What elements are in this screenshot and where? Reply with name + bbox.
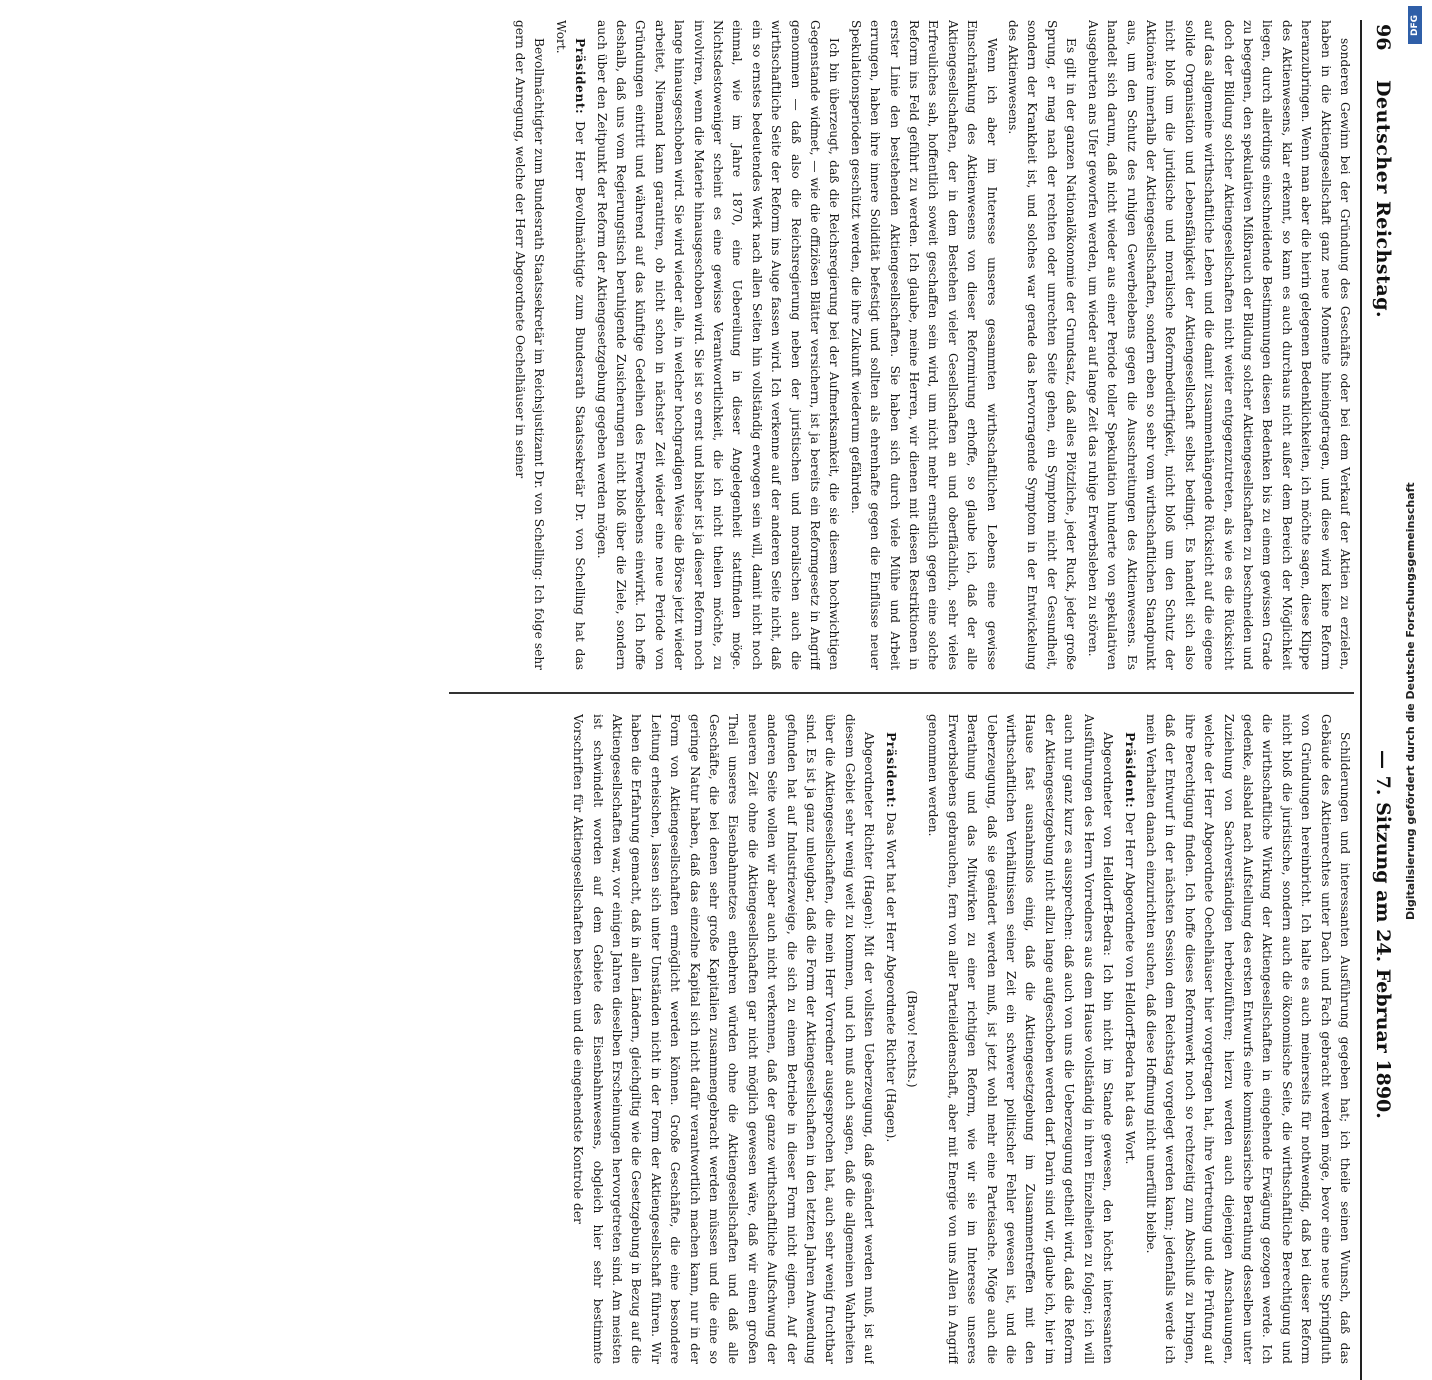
paragraph-text: Der Herr Bevollmächtigte zum Bundesrath Staatssekretär Dr. von Schelling hat das Wort. bbox=[553, 20, 588, 670]
speaker-label: Präsident: bbox=[1122, 732, 1137, 809]
page-header bbox=[1366, 20, 1400, 1380]
paragraph-text: Der Herr Abgeordnete von Helldorff-Bedra hat das Wort. bbox=[1122, 812, 1137, 1165]
right-column bbox=[449, 714, 1354, 1364]
newspaper-page bbox=[40, 20, 1400, 1364]
paragraph-text: Es gilt in der ganzen Nationalökonomie der Grundsatz, daß alles Plötzliche, jeder Ruck, jeder große Sprung, er mag nach der rechten oder unrechten Seite gehen, ein Symptom nicht der Gesundheit, sondern der Krankheit ist, und solches war gerade das hervorragende Symptom in der Entwickelung des Aktienwesens. bbox=[1006, 20, 1079, 670]
text-paragraph bbox=[510, 20, 549, 670]
text-paragraph bbox=[1082, 20, 1354, 670]
paragraph-text: Ich bin überzeugt, daß die Reichsregierung bei der Aufmerksamkeit, die sie diesem hochwichtigen Gegenstande widmet, — wie die offiziösen Blätter versichern, ist ja bereits ein Reformgesetz in Angriff genommen — daß also die Reichsregierung neben der juristischen und moralischen auch die wirthschaftliche Seite der Reform ins Auge fassen wird. Ich verkenne auf der anderen Seite nicht, daß ein so ernstes bedeutendes Werk nach allen Seiten hin vollständig erwogen sein will, damit nicht noch einmal, wie im Jahre 1870, eine Uebereilung in dieser Angelegenheit stattfinden möge. Nichtsdestoweniger scheint es eine gewisse Verantwortlichkeit, die ich nicht theilen möchte, zu involviren, wenn die Materie hinausgeschoben wird. Sie ist so ernst und bisher ist ja dieser Reform noch lange hinausgeschoben wird. Sie wird wieder alle, in welcher hochgradigen Weise die Börse jetzt wieder arbeitet, Niemand kann garantiren, ob nicht schon in nächster Zeit wieder eine neue Periode von Gründungen eintritt und während auf das künftige Gedeihen des Erwerbslebens einwirkt. Ich hoffe deshalb, daß uns vom Regierungstisch beruhigende Zusicherungen nicht bloß über die Ziele, sondern auch über den Zeitpunkt der Reform der Aktiengesetzgebung gegeben werden mögen. bbox=[594, 20, 842, 670]
paragraph-text: Das Wort hat der Herr Abgeordnete Richter (Hagen). bbox=[883, 812, 898, 1143]
paragraph-text: Wenn ich aber im Interesse unseres gesammten wirthschaftlichen Lebens eine gewisse Einschränkung des Aktienwesens von dieser Reformirung erhoffe, so glaube ich, daß der alle Aktiengesellschaften, der in dem Bestehen vieler Gesellschaften an und oberflächlich, sehr vieles Erfreuliches sah, hoffentlich soweit geschaffen sein wird, um nicht mehr ernstlich gegen eine solche Reform ins Feld geführt zu werden. Ich glaube, meine Herren, wir dienen mit diesen Restriktionen in erster Linie den bestehenden Aktiengesellschaften. Sie haben sich durch viele Mühe und Arbeit errungen, haben ihre innere Solidität befestigt und sollten als ehrenhafte gegen die Einflüsse neuer Spekulationsperioden geschützt werden, die ihre Zukunft wiederum gefährden. bbox=[848, 20, 999, 670]
column-divider bbox=[449, 692, 1354, 694]
speaker-paragraph bbox=[880, 714, 899, 1364]
stage-direction: (Bravo! rechts.) bbox=[905, 990, 920, 1088]
text-paragraph bbox=[1003, 20, 1081, 670]
attribution-text: Digitalisierung gefördert durch die Deutsche Forschungsgemeinschaft bbox=[1404, 482, 1417, 920]
paragraph-text: Abgeordneter Richter (Hagen): Mit der vollsten Ueberzeugung, daß geändert werden muß, ist auf diesem Gebiet sehr wenig weit zu kommen, und ich muß auch sagen, daß die allgemeinen Wahrheiten über die Aktiengesellschaften, die mein Herr Vorredner ausgesprochen hat, auch sehr wenig fruchtbar sind. Es ist ja ganz unleugbar, daß die Form der Aktiengesellschaften in den letzten Jahren Anwendung gefunden hat auf Industriezweige, die sich zu einem Betriebe in dieser Form nicht eignen. Auf der anderen Seite wollen wir aber auch nicht verkennen, daß der ganze wirthschaftliche Aufschwung der neueren Zeit ohne die Aktiengesellschaften gar nicht möglich gewesen wäre, daß wir einen großen Theil unseres Eisenbahnnetzes entbehren würden ohne die Aktiengesellschaften und daß alle Geschäfte, die bei denen sehr große Kapitalien zusammengebracht werden müssen und die eine so geringe Natur haben, daß das einzelne Kapital sich nicht dafür verantwortlich machen kann, nur in der Form von Aktiengesellschaften ermöglicht werden können. Große Geschäfte, die eine besondere Leitung erheischen, lassen sich unter Umständen nicht in der Form der Aktiengesellschaft führen. Wir haben die Erfahrung gemacht, daß in allen Ländern, gleichgiltig wie die Gesetzgebung in Bezug auf die Aktiengesellschaften war, vor einigen Jahren dieselben Erscheinungen hervorgetreten sind. Am meisten ist schwindelt worden auf dem Gebiete des Eisenbahnwesens, obgleich hier sehr bestimmte Vorschriften für Aktiengesellschaften bestehen und die eingehendste Kontrole der bbox=[571, 714, 877, 1364]
text-paragraph bbox=[923, 714, 1117, 1364]
publication-title: Deutscher Reichstag. bbox=[1372, 80, 1394, 319]
page-number: 96 bbox=[1372, 24, 1394, 51]
speaker-paragraph bbox=[550, 20, 589, 670]
text-paragraph bbox=[568, 714, 879, 1364]
dfg-logo: DFG bbox=[1408, 6, 1422, 44]
paragraph-text: Schilderungen und interessanten Ausführung gegeben hat; ich theile seinen Wunsch, daß das Gebäude des Aktienrechtes unter Dach und Fach gebracht werden möge, bevor eine neue Springfluth von Gründungen hereinbricht. Ich halte es auch meinerseits für nothwendig, daß bei dieser Reform nicht bloß die juristische, sondern auch die ökonomische Seite, die wirthschaftliche Berechtigung und die wirthschaftliche Wirkung der Aktiengesellschaften in eingehende Erwägung gezogen werde. Ich gedenke, alsbald nach Aufstellung des ersten Entwurfs eine kommissarische Berathung desselben unter Zuziehung von Sachverständigen herbeizuführen; hierzu werden auch diejenigen Anschauungen, welche der Herr Abgeordnete Oechelhäuser hier vorgetragen hat, ihre Vertretung und die Prüfung auf ihre Berechtigung finden. Ich hoffe dieses Reformwerk noch so rechtzeitig zum Abschluß zu bringen, daß der Entwurf in der nächsten Session dem Reichstag vorgelegt werden kann; jedenfalls werde ich mein Verhalten danach einzurichten suchen, daß diese Hoffnung nicht unerfüllt bleibe. bbox=[1143, 714, 1352, 1364]
paragraph-text: Bevollmächtigter zum Bundesrath Staatssekretär im Reichsjustizamt Dr. von Schelling: Ich folge sehr gern der Anregung, welche der Herr Abgeordnete Oechelhäuser in seiner bbox=[512, 20, 547, 670]
speaker-paragraph bbox=[1119, 714, 1138, 1364]
text-paragraph bbox=[591, 20, 843, 670]
speaker-label: Präsident: bbox=[883, 732, 898, 809]
left-column bbox=[449, 20, 1354, 670]
paragraph-text: Abgeordneter von Helldorff-Bedra: Ich bin nicht im Stande gewesen, den höchst interessanten Ausführungen des Herrn Vorredners aus dem Hause vollständig in ihren Einzelheiten zu folgen; ich will auch nur ganz kurz es aussprechen: daß auch von uns die Ueberzeugung getheilt wird, daß die Reform der Aktiengesetzgebung nicht allzu lange aufgeschoben werden darf. Darin sind wir, glaube ich, hier im Hause fast ausnahmslos einig, daß die Aktiengesetzgebung im Zusammentreffen mit den wirthschaftlichen Verhältnissen seiner Zeit ein schwerer politischer Fehler gewesen ist, und die Ueberzeugung, daß sie geändert werden muß, ist jetzt wohl mehr eine Parteisache. Möge auch die Berathung und das Mitwirken zu einer richtigen Reform, wie wir sie im Interesse unseres Erwerbslebens gebrauchen, fern von aller Parteileidenschaft, aber mit Energie von uns Allen in Angriff genommen werden. bbox=[926, 714, 1116, 1364]
header-rule bbox=[1360, 20, 1362, 1380]
text-paragraph bbox=[845, 20, 1000, 670]
session-date: — 7. Sitzung am 24. Februar 1890. bbox=[1372, 750, 1394, 1119]
paragraph-text: sonderen Gewinn bei der Gründung des Geschäfts oder bei dem Verkauf der Aktien zu erzielen, haben in die Aktiengesellschaft ganz neue Momente hineingetragen, und diese wird keine Reform heranzubringen. Wenn man aber die hierin gelegenen Bedenklichkeiten, ich möchte sagen, diese Klippe des Aktienwesens, klar erkennt, so kann es auch durchaus nicht außer dem Bereich der Möglichkeit liegen, durch allerdings einschneidende Bestimmungen diesen Bedenken bis zu einem gewissen Grade zu begegnen, den spekulativen Mißbrauch der Bildung solcher Aktiengesellschaften zu beschneiden und doch der Bildung solcher Aktiengesellschaften nicht weiter entgegenzutreten, als wie es die Rücksicht auf das allgemeine wirthschaftliche Leben und die damit zusammenhängende Rücksicht auf die eigene solide Organisation und Lebensfähigkeit der Aktiengesellschaft selbst bedingt. Es handelt sich also nicht bloß um die juridische und moralische Reformbedürftigkeit, nicht bloß um den Schutz der Aktionäre innerhalb der Aktiengesellschaften, sondern eben so sehr vom wirthschaftlichen Standpunkt aus, um den Schutz des ruhigen Gewerbelebens gegen die Ausschreitungen des Aktienwesens. Es handelt sich darum, daß nicht wieder aus einer Periode toller Spekulation hunderte von spekulativen Ausgeburten ans Ufer geworfen werden, um wieder auf lange Zeit das ruhige Erwerbsleben zu stören. bbox=[1085, 20, 1352, 670]
speaker-label: Präsident: bbox=[573, 38, 588, 115]
text-paragraph bbox=[1141, 714, 1354, 1364]
